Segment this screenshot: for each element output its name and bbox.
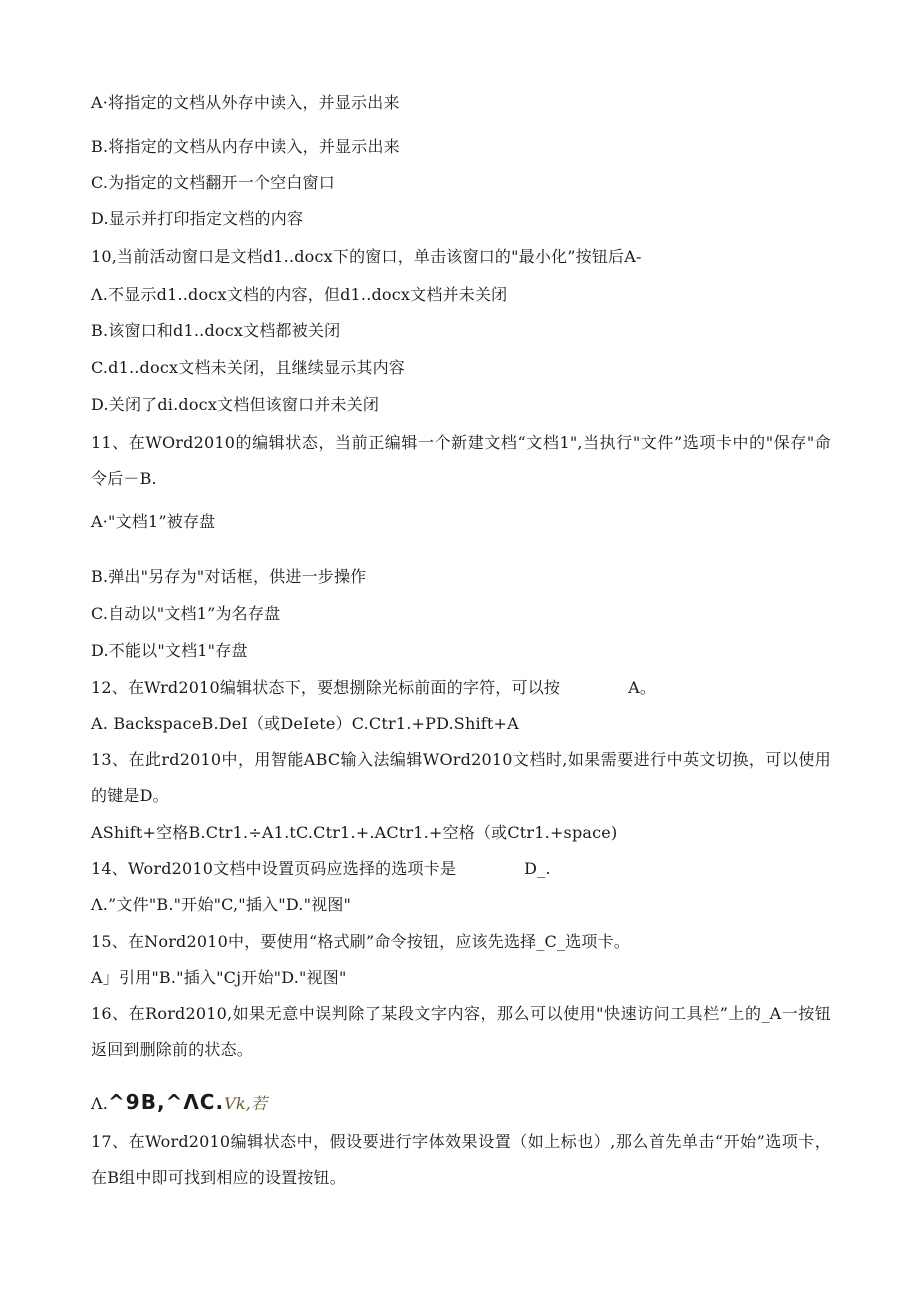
question-14 bbox=[91, 858, 831, 880]
option-d-q9: D.显示并打印指定文档的内容 bbox=[91, 209, 304, 228]
option-b-q9: B.将指定的文档从内存中读入，并显示出来 bbox=[91, 137, 400, 156]
option-d-q10: D.关闭了di.docx文档但该窗口并未关闭 bbox=[91, 395, 380, 414]
question-16: 16、在Rord2010,如果无意中误判除了某段文字内容，那么可以使用"快速访问工具栏”上的_A一按钮返回到删除前的状态。 bbox=[91, 1004, 831, 1059]
options-q16-prefix: Λ. bbox=[91, 1094, 109, 1113]
option-d-q11: D.不能以"文档1"存盘 bbox=[91, 641, 248, 660]
question-17: 17、在Word2010编辑状态中，假设要进行字体效果设置（如上标也）,那么首先单击“开始”选项卡，在B组中即可找到相应的设置按钮。 bbox=[91, 1132, 831, 1187]
question-12-answer: A。 bbox=[628, 678, 657, 697]
option-b-q10: B.该窗口和d1..docx文档都被关闭 bbox=[91, 321, 341, 340]
question-14-answer: D_. bbox=[524, 859, 551, 878]
option-c-q9: C.为指定的文档翻开一个空白窗口 bbox=[91, 173, 335, 192]
options-q13: AShift+空格B.Ctr1.÷A1.tC.Ctr1.+.ACtr1.+空格（或Ctr1.+space) bbox=[91, 823, 618, 842]
options-q16-symbols: ^9B,^ΛC. bbox=[108, 1090, 225, 1114]
option-a-q9: A·将指定的文档从外存中读入，并显示出来 bbox=[91, 93, 400, 112]
question-10: 10,当前活动窗口是文档d1..docx下的窗口，单击该窗口的"最小化”按钮后A- bbox=[91, 247, 642, 266]
question-11: 11、在WOrd2010的编辑状态，当前正编辑一个新建文档“文档1",当执行"文件”选项卡中的"保存"命令后－B. bbox=[91, 433, 831, 488]
option-a-q11: A·"文档1”被存盘 bbox=[91, 512, 216, 531]
question-12-text: 12、在Wrd2010编辑状态下，要想捌除光标前面的字符，可以按 bbox=[91, 678, 561, 697]
question-14-text: 14、Word2010文档中设置页码应选择的选项卡是 bbox=[91, 859, 457, 878]
options-q15: A」引用"B."插入"Cj开始"D."视图" bbox=[91, 968, 347, 987]
question-13: 13、在此rd2010中，用智能ABC输入法编辑WOrd2010文档时,如果需要进行中英文切换，可以使用的键是D。 bbox=[91, 750, 831, 805]
options-q16 bbox=[91, 1091, 831, 1115]
option-c-q11: C.自动以"文档1”为名存盘 bbox=[91, 604, 281, 623]
option-c-q10: C.d1..docx文档未关闭，且继续显示其内容 bbox=[91, 358, 406, 377]
question-12 bbox=[91, 677, 831, 699]
option-a-q10: Λ.不显示d1..docx文档的内容，但d1..docx文档并未关闭 bbox=[91, 285, 508, 304]
options-q12: A. BackspaceB.DeI（或DeIete）C.Ctr1.+PD.Shift+A bbox=[91, 714, 519, 733]
question-15: 15、在Nord2010中，要使用“格式刷”命令按钮，应该先选择_C_选项卡。 bbox=[91, 932, 631, 951]
options-q16-tail: Vk,若 bbox=[224, 1094, 268, 1113]
options-q14: Λ.”文件"B."开始"C,"插入"D."视图" bbox=[91, 895, 352, 914]
option-b-q11: B.弹出"另存为"对话框，供进一步操作 bbox=[91, 567, 367, 586]
